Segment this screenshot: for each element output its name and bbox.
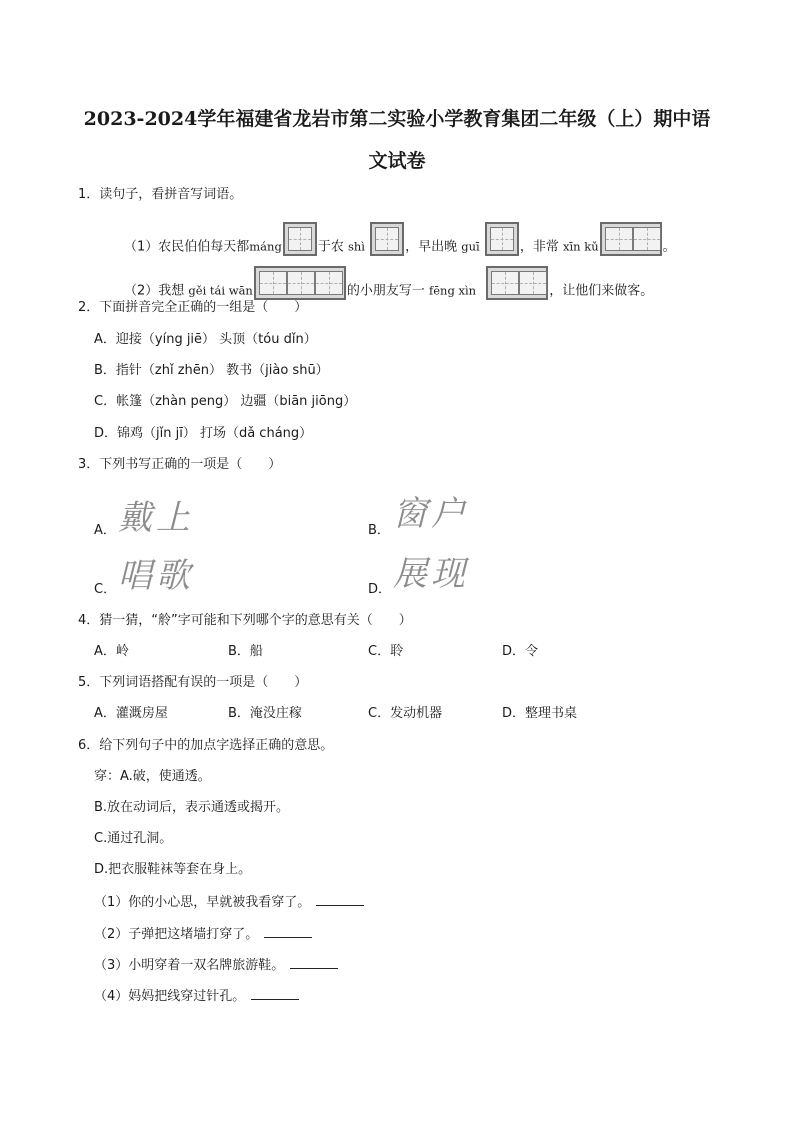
q6-meaning-c: C.通过孔洞。 <box>94 831 173 846</box>
q3-handwriting-d: 展现 <box>393 554 469 594</box>
q2-option-b[interactable]: B．指针（zhǐ zhēn） 教书（jiào shū） <box>94 363 329 378</box>
page-title-line2: 文试卷 <box>368 150 426 172</box>
q2-option-c[interactable]: C．帐篷（zhàn peng） 边疆（biān jiōng） <box>94 394 357 409</box>
q6-meaning-d: D.把衣服鞋袜等套在身上。 <box>94 862 252 877</box>
answer-grid-5[interactable] <box>254 266 346 300</box>
q2-option-d[interactable]: D．锦鸡（jǐn jī） 打场（dǎ cháng） <box>94 426 313 441</box>
q4-option-a[interactable]: A．岭 <box>94 644 129 659</box>
q6-stem: 6．给下列句子中的加点字选择正确的意思。 <box>78 738 334 753</box>
q5-option-b[interactable]: B．淹没庄稼 <box>228 706 302 721</box>
q5-stem: 5．下列词语搭配有误的一项是（ ） <box>78 675 308 690</box>
q6-sentence-3: （3）小明穿着一双名牌旅游鞋。 <box>94 956 338 975</box>
answer-grid-6[interactable] <box>486 266 548 300</box>
q4-option-b[interactable]: B．船 <box>228 644 263 659</box>
answer-blank-2[interactable] <box>264 925 312 938</box>
q5-option-c[interactable]: C．发动机器 <box>368 706 443 721</box>
answer-grid-2[interactable] <box>370 222 404 256</box>
q3-label-a[interactable]: A． <box>94 523 116 538</box>
q2-option-a[interactable]: A．迎接（yíng jiē） 头顶（tóu dǐn） <box>94 332 317 347</box>
q3-label-c[interactable]: C． <box>94 582 117 597</box>
q3-stem: 3．下列书写正确的一项是（ ） <box>78 457 282 472</box>
q3-handwriting-a: 戴上 <box>118 498 194 538</box>
q6-sentence-4: （4）妈妈把线穿过针孔。 <box>94 987 299 1006</box>
q3-label-b[interactable]: B． <box>368 523 390 538</box>
q4-stem: 4．猜一猜，“舲”字可能和下列哪个字的意思有关（ ） <box>78 613 412 628</box>
q6-meaning-a: 穿：A.破，使通透。 <box>94 769 211 784</box>
q2-stem: 2．下面拼音完全正确的一组是（ ） <box>78 300 308 315</box>
answer-blank-1[interactable] <box>316 893 364 906</box>
answer-blank-3[interactable] <box>290 956 338 969</box>
answer-grid-1[interactable] <box>283 222 317 256</box>
answer-grid-4[interactable] <box>600 222 662 256</box>
q6-sentence-1: （1）你的小心思，早就被我看穿了。 <box>94 893 364 912</box>
q3-handwriting-b: 窗户 <box>393 494 469 534</box>
q6-meaning-b: B.放在动词后，表示通透或揭开。 <box>94 800 290 815</box>
q3-label-d[interactable]: D． <box>368 582 392 597</box>
q1-stem: 1．读句子，看拼音写词语。 <box>78 187 243 202</box>
answer-grid-3[interactable] <box>485 222 519 256</box>
q5-option-d[interactable]: D．整理书桌 <box>502 706 578 721</box>
q1-sentence-2: （2）我想 gěi tái wān 的小朋友写一 fēng xìn ，让他们来做客。 <box>124 274 653 308</box>
q4-option-c[interactable]: C．聆 <box>368 644 404 659</box>
q1-sentence-1: （1）农民伯伯每天都máng 于农 shì ，早出晚 guī ，非常 xīn kǔ 。 <box>124 230 676 264</box>
answer-blank-4[interactable] <box>251 987 299 1000</box>
q6-sentence-2: （2）子弹把这堵墙打穿了。 <box>94 925 312 944</box>
q3-handwriting-c: 唱歌 <box>118 556 194 596</box>
q4-option-d[interactable]: D．令 <box>502 644 539 659</box>
page-title-line1: 2023-2024学年福建省龙岩市第二实验小学教育集团二年级（上）期中语 <box>83 108 711 130</box>
q5-option-a[interactable]: A．灌溉房屋 <box>94 706 168 721</box>
